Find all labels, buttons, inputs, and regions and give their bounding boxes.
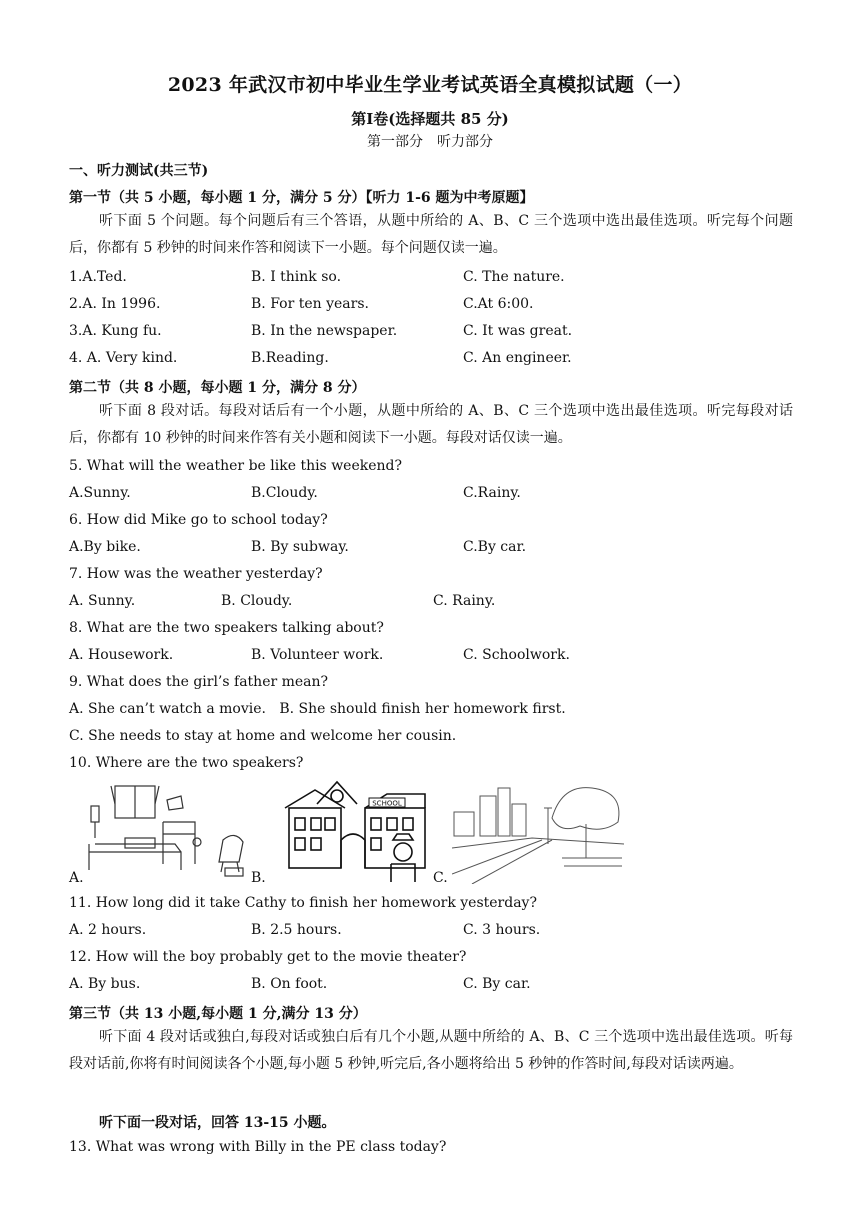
- section3-subheading: 听下面一段对话，回答 13-15 小题。: [99, 1115, 336, 1131]
- q9-option-c: C. She needs to stay at home and welcome her cousin.: [69, 728, 457, 744]
- q11-option-a: A. 2 hours.: [69, 922, 147, 938]
- q3-option-c: C. It was great.: [463, 323, 573, 339]
- section3-instructions: 听下面 4 段对话或独白,每段对话或独白后有几个小题,从题中所给的 A、B、C 三个选项中选出最佳选项。听每段对话前,你将有时间阅读各个小题,每小题 5 秒钟,听完后,各小题将给出 5 秒钟的作答时间,每段对话读两遍。: [69, 1029, 793, 1072]
- q13-question: 13. What was wrong with Billy in the PE class today?: [69, 1139, 447, 1155]
- q2-option-b: B. For ten years.: [251, 296, 369, 312]
- section2-instructions: 听下面 8 段对话。每段对话后有一个小题，从题中所给的 A、B、C 三个选项中选出最佳选项。听完每段对话后，你都有 10 秒钟的时间来作答有关小题和阅读下一小题。每段对话仅读一遍。: [69, 403, 793, 446]
- q11-option-c: C. 3 hours.: [463, 922, 541, 938]
- q10-question: 10. Where are the two speakers?: [69, 755, 304, 771]
- q4-option-a: 4. A. Very kind.: [69, 350, 178, 366]
- q10-label-a: A.: [69, 870, 84, 886]
- q8-option-a: A. Housework.: [69, 647, 174, 663]
- q5-option-b: B.Cloudy.: [251, 485, 318, 501]
- q7-option-a: A. Sunny.: [69, 593, 136, 609]
- school-picture: [275, 778, 435, 884]
- exam-title: 2023 年武汉市初中毕业生学业考试英语全真模拟试题（一）: [167, 74, 693, 96]
- q11-question: 11. How long did it take Cathy to finish her homework yesterday?: [69, 895, 537, 911]
- listening-heading: 一、听力测试(共三节): [69, 163, 209, 179]
- q9-options-ab: A. She can’t watch a movie. B. She should finish her homework first.: [69, 701, 566, 717]
- school-sign: SCHOOL: [372, 799, 402, 808]
- q6-option-c: C.By car.: [463, 539, 527, 555]
- q3-option-b: B. In the newspaper.: [251, 323, 398, 339]
- q4-option-c: C. An engineer.: [463, 350, 572, 366]
- q1-option-a: 1.A.Ted.: [69, 269, 127, 285]
- volume-heading: 第Ⅰ卷(选择题共 85 分): [351, 110, 509, 128]
- q12-option-b: B. On foot.: [251, 976, 328, 992]
- bedroom-picture: [85, 778, 255, 884]
- q12-question: 12. How will the boy probably get to the movie theater?: [69, 949, 467, 965]
- section1-instructions: 听下面 5 个问题。每个问题后有三个答语，从题中所给的 A、B、C 三个选项中选出最佳选项。听完每个问题后，你都有 5 秒钟的时间来作答和阅读下一小题。每个问题仅读一遍。: [69, 213, 793, 256]
- q6-option-a: A.By bike.: [69, 539, 141, 555]
- q12-option-a: A. By bus.: [69, 976, 141, 992]
- q4-option-b: B.Reading.: [251, 350, 329, 366]
- q2-option-a: 2.A. In 1996.: [69, 296, 161, 312]
- q12-option-c: C. By car.: [463, 976, 531, 992]
- section2-heading: 第二节（共 8 小题，每小题 1 分，满分 8 分）: [69, 380, 366, 396]
- q8-question: 8. What are the two speakers talking about?: [69, 620, 384, 636]
- q1-option-c: C. The nature.: [463, 269, 565, 285]
- q2-option-c: C.At 6:00.: [463, 296, 534, 312]
- q9-question: 9. What does the girl’s father mean?: [69, 674, 329, 690]
- q7-option-b: B. Cloudy.: [221, 593, 293, 609]
- q11-option-b: B. 2.5 hours.: [251, 922, 342, 938]
- q7-option-c: C. Rainy.: [433, 593, 496, 609]
- street-picture: [452, 778, 624, 884]
- section3-heading: 第三节（共 13 小题,每小题 1 分,满分 13 分）: [69, 1006, 367, 1022]
- q5-option-c: C.Rainy.: [463, 485, 521, 501]
- section1-heading: 第一节（共 5 小题，每小题 1 分，满分 5 分）【听力 1-6 题为中考原题】: [69, 190, 534, 206]
- q10-label-b: B.: [251, 870, 266, 886]
- part-heading: 第一部分 听力部分: [367, 134, 493, 150]
- q8-option-b: B. Volunteer work.: [251, 647, 384, 663]
- q6-question: 6. How did Mike go to school today?: [69, 512, 328, 528]
- q1-option-b: B. I think so.: [251, 269, 342, 285]
- q8-option-c: C. Schoolwork.: [463, 647, 570, 663]
- q3-option-a: 3.A. Kung fu.: [69, 323, 162, 339]
- q5-option-a: A.Sunny.: [69, 485, 131, 501]
- q10-label-c: C.: [433, 870, 448, 886]
- q6-option-b: B. By subway.: [251, 539, 349, 555]
- q7-question: 7. How was the weather yesterday?: [69, 566, 323, 582]
- q5-question: 5. What will the weather be like this weekend?: [69, 458, 402, 474]
